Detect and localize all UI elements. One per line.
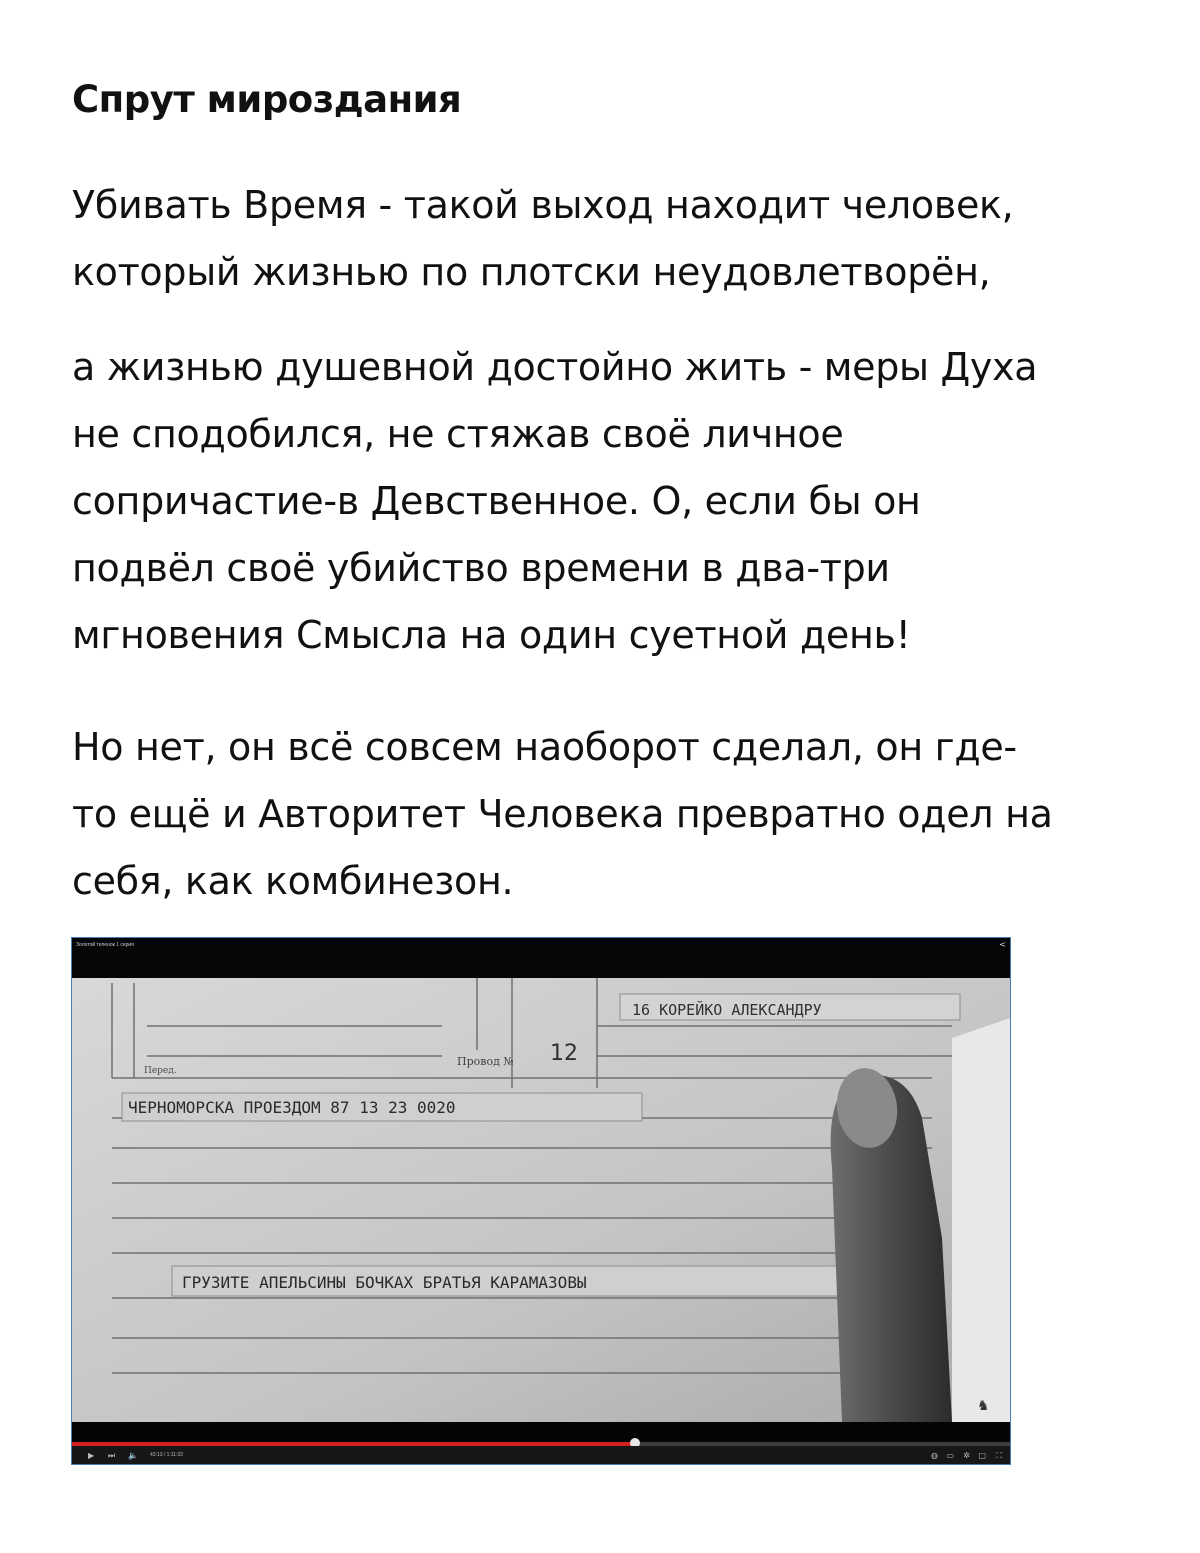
addressee-tape: 16 КОРЕЙКО АЛЕКСАНДРУ <box>632 1001 822 1019</box>
paragraph-3 <box>72 714 1152 915</box>
message-tape: ГРУЗИТЕ АПЕЛЬСИНЫ БОЧКАХ БРАТЬЯ КАРАМАЗОВЫ <box>182 1273 587 1292</box>
text-line: а жизнью душевной достойно жить - меры Духа <box>72 345 1038 389</box>
text-line: себя, как комбинезон. <box>72 859 514 903</box>
video-player[interactable] <box>71 937 1011 1465</box>
play-icon[interactable]: ▶ <box>88 1451 95 1460</box>
share-icon[interactable]: < <box>999 940 1006 949</box>
origin-tape: ЧЕРНОМОРСКА ПРОЕЗДОМ 87 13 23 0020 <box>128 1098 456 1117</box>
theater-icon[interactable]: □ <box>978 1451 986 1460</box>
text-line: Убивать Время - такой выход находит человек, <box>72 183 1014 227</box>
logo-icon: ♞ <box>977 1398 990 1414</box>
page-title: Спрут мироздания <box>72 78 462 121</box>
watch-later-icon[interactable]: ▭ <box>946 1451 954 1460</box>
video-title-bar <box>72 938 1010 978</box>
captions-icon[interactable]: ◍ <box>931 1451 938 1460</box>
paragraph-1 <box>72 172 1152 306</box>
paper-edge <box>952 1018 1010 1422</box>
text-line: мгновения Смысла на один суетной день! <box>72 613 911 657</box>
settings-icon[interactable]: ✲ <box>963 1451 970 1460</box>
fullscreen-icon[interactable]: ⛶ <box>996 1451 1002 1460</box>
telegram-still-image <box>72 978 1010 1422</box>
time-display: 43:13 / 1:11:32 <box>150 1452 183 1458</box>
text-line: то ещё и Авторитет Человека превратно одел на <box>72 792 1053 836</box>
volume-icon[interactable]: 🔈 <box>128 1451 138 1460</box>
pered-label: Перед. <box>144 1066 177 1076</box>
text-line: Но нет, он всё совсем наоборот сделал, он где- <box>72 725 1017 769</box>
text-line: который жизнью по плотски неудовлетворён, <box>72 250 991 294</box>
text-line: сопричастие-в Девственное. О, если бы он <box>72 479 921 523</box>
paragraph-2 <box>72 334 1152 669</box>
provod-label: Провод № <box>457 1055 514 1068</box>
video-frame[interactable] <box>72 978 1010 1422</box>
video-title: Золотой теленок 1 серия <box>76 942 134 948</box>
provod-number: 12 <box>550 1041 578 1066</box>
video-controls <box>72 1446 1010 1465</box>
next-icon[interactable]: ⏭ <box>108 1451 116 1460</box>
text-line: не сподобился, не стяжав своё личное <box>72 412 844 456</box>
text-line: подвёл своё убийство времени в два-три <box>72 546 890 590</box>
